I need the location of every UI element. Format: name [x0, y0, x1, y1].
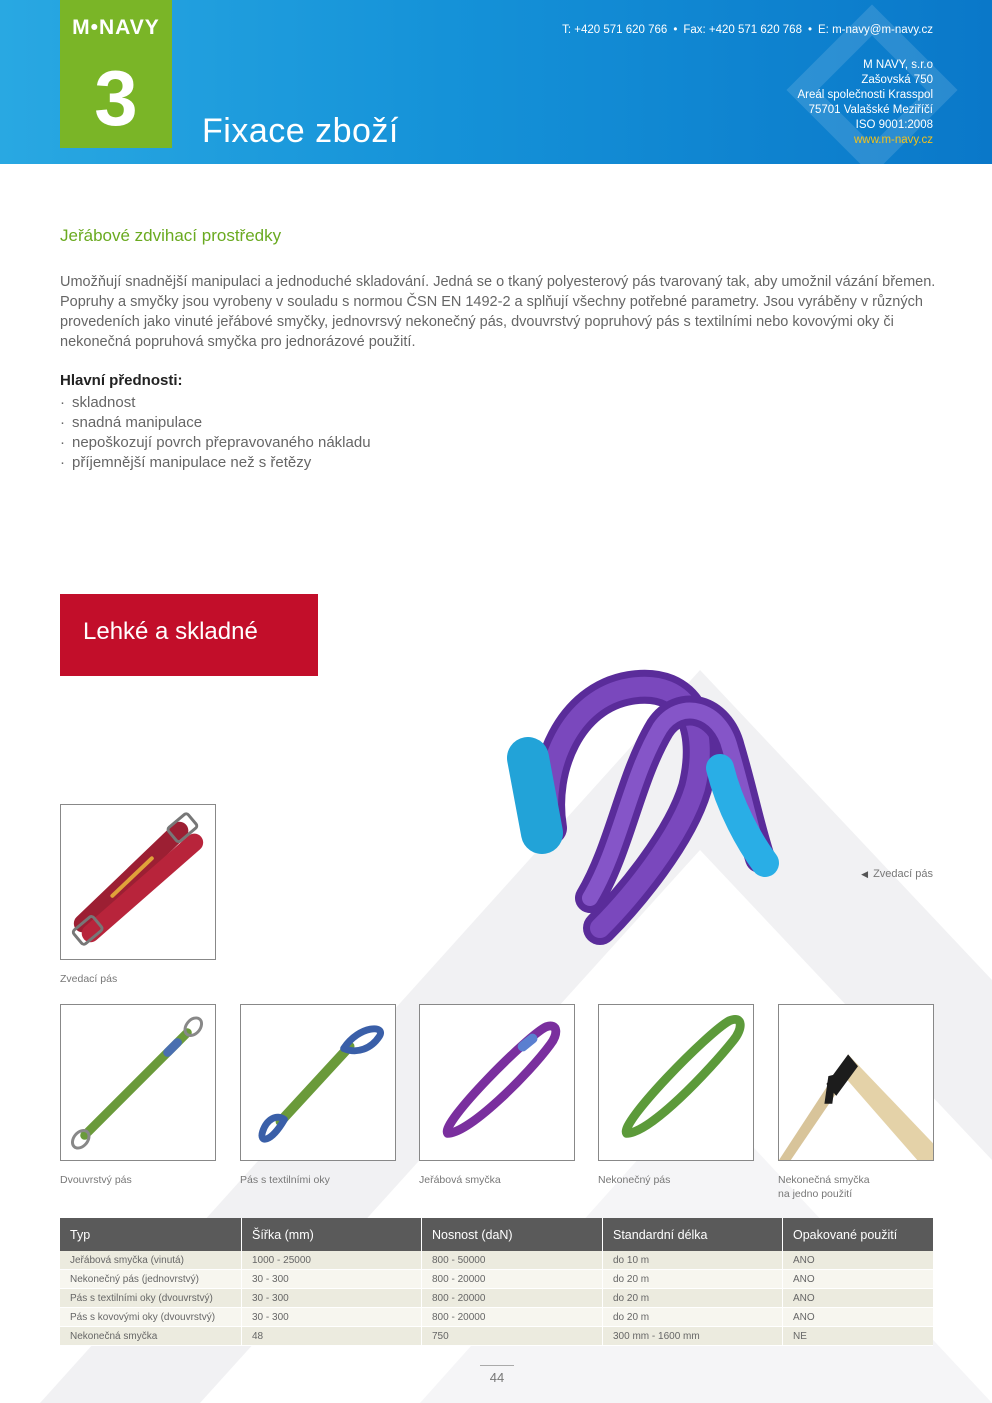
product-caption: Nekonečný pás	[598, 1174, 671, 1186]
product-image-endless-sling	[598, 1004, 754, 1161]
product-caption: Pás s textilními oky	[240, 1174, 330, 1186]
list-item: · snadná manipulace	[60, 413, 371, 433]
table-cell: do 20 m	[603, 1289, 783, 1308]
address-iso: ISO 9001:2008	[855, 119, 933, 131]
table-cell: NE	[783, 1327, 934, 1346]
chapter-number: 3	[94, 54, 138, 142]
chapter-title: Fixace zboží	[202, 112, 399, 150]
disposable-sling-timber-icon	[779, 1005, 933, 1160]
table-cell: 1000 - 25000	[242, 1251, 422, 1270]
product-image-red-strap	[60, 804, 216, 960]
intro-paragraph: Umožňují snadnější manipulaci a jednoduché skladování. Jedná se o tkaný polyesterový pás tvarovaný tak, aby umožnil vázání břemen. Popruhy a smyčky jsou vyrobeny v souladu s normou ČSN EN 1492-2 a splňují všechny potřebné parametry. Jsou vyráběny v různých provedeních jako vinuté jeřábové smyčky, jednovrsvý nekonečný pás, dvouvrstvý popruhový pás s textilními nebo kovovými oky či nekonečná popruhová smyčka pro jednorázové použití.	[60, 274, 936, 350]
table-cell: do 20 m	[603, 1308, 783, 1327]
table-cell: 30 - 300	[242, 1270, 422, 1289]
table-cell: 48	[242, 1327, 422, 1346]
page-number-rule	[480, 1365, 514, 1366]
brand-logo: M•NAVY	[72, 16, 160, 39]
product-caption: Zvedací pás	[60, 973, 118, 985]
table-cell: 750	[422, 1327, 603, 1346]
list-item: · skladnost	[60, 393, 371, 413]
table-row	[60, 1308, 933, 1327]
advantages-list	[60, 393, 371, 473]
brand-logo-box	[60, 0, 172, 148]
table-row	[60, 1270, 933, 1289]
hero-caption: ◀ Zvedací pás	[861, 868, 933, 880]
list-item: · příjemnější manipulace než s řetězy	[60, 453, 371, 473]
contact-line	[562, 24, 933, 36]
purple-round-sling-icon	[420, 1005, 574, 1160]
table-cell: 800 - 20000	[422, 1289, 603, 1308]
caret-left-icon: ◀	[861, 869, 869, 879]
table-cell: 300 mm - 1600 mm	[603, 1327, 783, 1346]
table-cell: 30 - 300	[242, 1308, 422, 1327]
red-lifting-strap-icon	[61, 805, 215, 959]
table-cell: Nekonečná smyčka	[60, 1327, 242, 1346]
product-caption: Jeřábová smyčka	[419, 1174, 501, 1186]
green-endless-sling-icon	[599, 1005, 753, 1160]
table-cell: ANO	[783, 1270, 934, 1289]
table-cell: ANO	[783, 1251, 934, 1270]
table-cell: ANO	[783, 1308, 934, 1327]
column-header: Šířka (mm)	[242, 1218, 422, 1251]
column-header: Opakované použití	[783, 1218, 934, 1251]
feature-banner-label: Lehké a skladné	[83, 618, 258, 645]
table-row	[60, 1327, 933, 1346]
table-cell: do 10 m	[603, 1251, 783, 1270]
column-header: Typ	[60, 1218, 242, 1251]
contact-separator: •	[807, 24, 813, 36]
address-city: 75701 Valašské Meziříčí	[808, 104, 933, 116]
table-cell: Pás s textilními oky (dvouvrstvý)	[60, 1289, 242, 1308]
green-strap-textile-eyes-icon	[241, 1005, 395, 1160]
contact-email[interactable]: E: m-navy@m-navy.cz	[818, 24, 933, 36]
address-area: Areál společnosti Krasspol	[797, 89, 933, 101]
table-header-row	[60, 1218, 933, 1251]
green-strap-metal-eyes-icon	[61, 1005, 215, 1160]
contact-fax: Fax: +420 571 620 768	[683, 24, 802, 36]
contact-separator: •	[673, 24, 678, 36]
column-header: Standardní délka	[603, 1218, 783, 1251]
table-cell: 30 - 300	[242, 1289, 422, 1308]
list-item: · nepoškozují povrch přepravovaného nákladu	[60, 433, 371, 453]
table-row	[60, 1251, 933, 1270]
purple-lifting-strap-image	[480, 668, 790, 948]
product-image-disposable-sling	[778, 1004, 934, 1161]
product-image-round-sling	[419, 1004, 575, 1161]
product-caption: Nekonečná smyčka na jedno použití	[778, 1174, 870, 1200]
product-caption: Dvouvrstvý pás	[60, 1174, 132, 1186]
table-row	[60, 1289, 933, 1308]
table-cell: 800 - 20000	[422, 1270, 603, 1289]
page-number: 44	[489, 1370, 505, 1385]
column-header: Nosnost (daN)	[422, 1218, 603, 1251]
page-header	[0, 0, 992, 164]
table-cell: Jeřábová smyčka (vinutá)	[60, 1251, 242, 1270]
table-cell: 800 - 50000	[422, 1251, 603, 1270]
table-cell: do 20 m	[603, 1270, 783, 1289]
table-cell: Pás s kovovými oky (dvouvrstvý)	[60, 1308, 242, 1327]
table-cell: 800 - 20000	[422, 1308, 603, 1327]
table-cell: Nekonečný pás (jednovrstvý)	[60, 1270, 242, 1289]
spec-table	[60, 1218, 933, 1346]
contact-phone: T: +420 571 620 766	[562, 24, 668, 36]
product-image-two-layer-strap	[60, 1004, 216, 1161]
website-link[interactable]: www.m-navy.cz	[853, 134, 933, 146]
company-address	[797, 58, 933, 148]
address-company: M NAVY, s.r.o	[863, 59, 933, 71]
section-title: Jeřábové zdvihací prostředky	[60, 226, 282, 245]
product-image-textile-eye-strap	[240, 1004, 396, 1161]
address-street: Zašovská 750	[861, 74, 933, 86]
advantages-title: Hlavní přednosti:	[60, 372, 183, 389]
table-cell: ANO	[783, 1289, 934, 1308]
feature-banner	[60, 594, 318, 676]
